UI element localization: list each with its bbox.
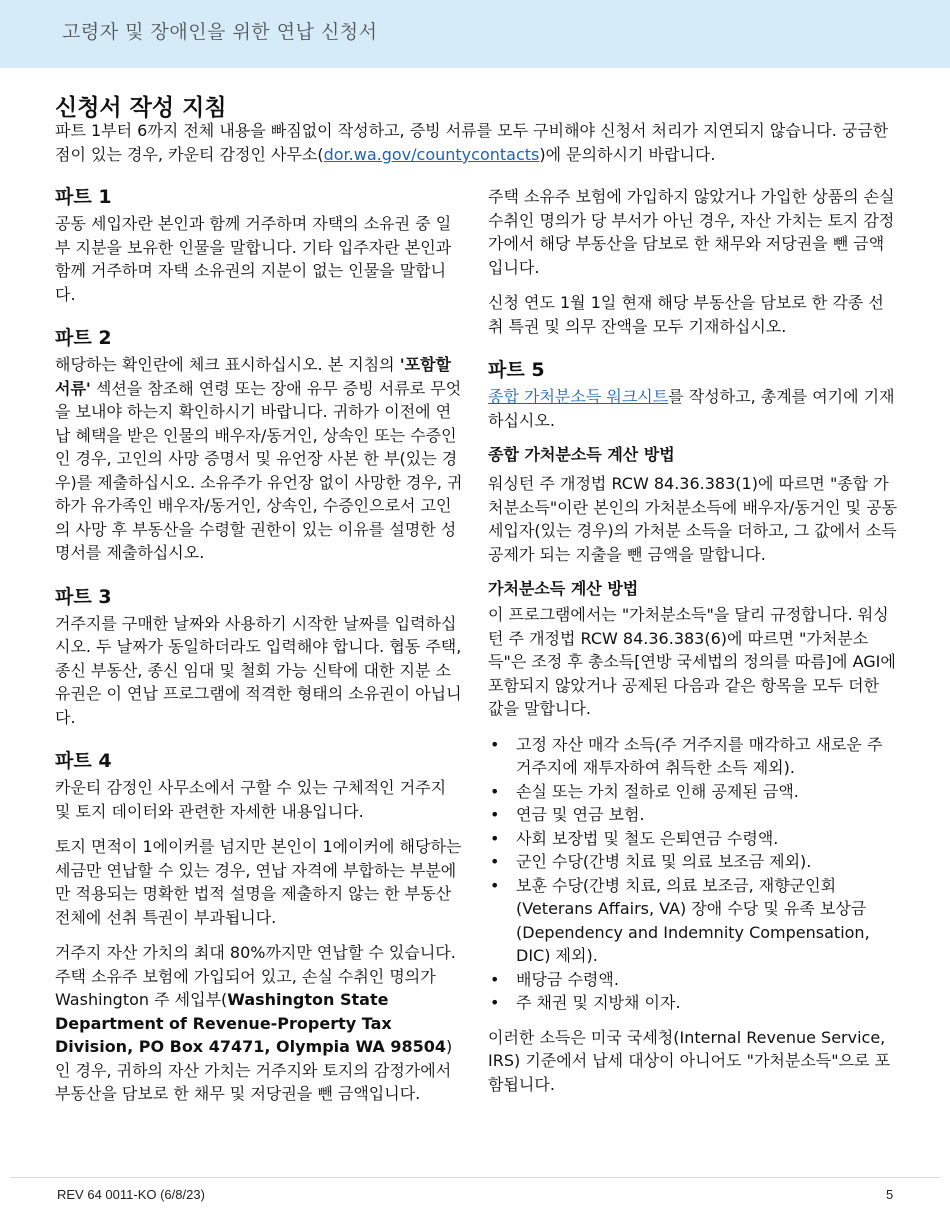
part5-section xyxy=(488,358,898,1096)
list-item-text: 사회 보장법 및 철도 은퇴연금 수령액. xyxy=(516,828,779,848)
part4-heading: 파트 4 xyxy=(55,750,112,772)
list-item-text: 손실 또는 가치 절하로 인해 공제된 금액. xyxy=(516,781,799,801)
list-item-text: 군인 수당(간병 치료 및 의료 보조금 제외). xyxy=(516,852,812,871)
part2-bold-term: '포함할 서류' xyxy=(55,355,452,398)
right-column xyxy=(488,185,898,1096)
part2-heading: 파트 2 xyxy=(55,327,112,349)
worksheet-link[interactable]: 종합 가처분소득 워크시트 xyxy=(488,387,669,406)
part5-intro-after: 를 작성하고, 총계를 여기에 기재하십시오. xyxy=(488,387,895,430)
bullet-dot: • xyxy=(490,852,500,871)
intro-text-after: )에 문의하시기 바랍니다. xyxy=(539,145,716,164)
county-contacts-link[interactable]: dor.wa.gov/countycontacts xyxy=(323,145,540,164)
list-item-text: 보훈 수당(간병 치료, 의료 보조금, 재향군인회(Veterans Affairs, VA) 장애 수당 및 유족 보상금(Dependency and Indemnity Compensation, DIC) 제외). xyxy=(516,875,870,965)
list-item xyxy=(488,827,898,851)
list-item-text: 주 채권 및 지방채 이자. xyxy=(516,993,681,1012)
part4-section xyxy=(55,749,463,1106)
part4-dor-address: Washington State Department of Revenue-Property Tax Division, PO Box 47471, Olympia WA 98504 xyxy=(55,990,447,1056)
part2-text-after: 섹션을 참조해 연령 또는 장애 유무 증빙 서류로 무엇을 보내야 하는지 확인하시기 바랍니다. 귀하가 이전에 연납 혜택을 받은 인물의 배우자/동거인, 상속인 또는 수증인인 경우, 고인의 사망 증명서 및 유언장 사본 한 부(있는 경우)를 제출하십시오. 소유주가 유언장 없이 사망한 경우, 귀하가 유가족인 배우자/동거인, 상속인, 수증인으로서 고인의 사망 후 부동산을 수령할 권한이 있는 이유를 설명한 성명서를 제출하십시오. xyxy=(55,378,463,562)
part4-text1: 카운티 감정인 사무소에서 구할 수 있는 구체적인 거주지 및 토지 데이터와 관련한 자세한 내용입니다. xyxy=(55,778,447,821)
page-number: 5 xyxy=(886,1187,894,1202)
part2-text-before: 해당하는 확인란에 체크 표시하십시오. 본 지침의 xyxy=(55,355,400,374)
list-item-text: 배당금 수령액. xyxy=(516,969,619,989)
intro-text: 파트 1부터 6까지 전체 내용을 빠짐없이 작성하고, 증빙 서류를 모두 구비해야 신청서 처리가 지연되지 않습니다. 궁금한 점이 있는 경우, 카운티 감정인 사무소( xyxy=(55,121,889,164)
list-item-text: 고정 자산 매각 소득(주 거주지를 매각하고 새로운 주 거주지에 재투자하여 취득한 소득 제외). xyxy=(516,734,883,777)
bullet-dot: • xyxy=(490,875,500,895)
bullet-dot: • xyxy=(490,969,500,989)
part3-heading: 파트 3 xyxy=(55,585,112,608)
part5-heading: 파트 5 xyxy=(488,359,545,381)
combined-income-heading: 종합 가처분소득 계산 방법 xyxy=(488,445,675,464)
left-column xyxy=(55,185,463,1106)
part4-text2: 토지 면적이 1에이커를 넘지만 본인이 1에이커에 해당하는 세금만 연납할 수 있는 경우, 연납 자격에 부합하는 부분에만 적용되는 명확한 법적 설명을 제출하지 않는 한 부동산 전체에 선취 특권이 부과됩니다. xyxy=(55,837,462,927)
list-item-text: 연금 및 연금 보험. xyxy=(516,805,645,824)
disposable-income-text: 이 프로그램에서는 "가처분소득"을 달리 규정합니다. 워싱턴 주 개정법 RCW 84.36.383(6)에 따르면 "가처분소득"은 조정 후 총소득[연방 국세법의 정의를 따름]에 AGI에 포함되지 않았거나 공제된 다음과 같은 항목을 모두 더한 값을 말합니다. xyxy=(488,605,896,718)
combined-income-text: 워싱턴 주 개정법 RCW 84.36.383(1)에 따르면 "종합 가처분소득"이란 본인의 가처분소득에 배우자/동거인 및 공동 세입자(있는 경우)의 가처분 소득을 더하고, 그 값에서 소득 공제가 되는 지출을 뺀 금액을 말합니다. xyxy=(488,474,898,564)
closing-text: 이러한 소득은 미국 국세청(Internal Revenue Service, IRS) 기준에서 납세 대상이 아니어도 "가처분소득"으로 포함됩니다. xyxy=(488,1027,891,1094)
part4-text5: 신청 연도 1월 1일 현재 해당 부동산을 담보로 한 각종 선취 특권 및 의무 잔액을 모두 기재하십시오. xyxy=(488,293,884,336)
document-header-title: 고령자 및 장애인을 위한 연납 신청서 xyxy=(62,21,378,43)
page-title: 신청서 작성 지침 xyxy=(55,95,227,121)
part1-text: 공동 세입자란 본인과 함께 거주하며 자택의 소유권 중 일부 지분을 보유한 인물을 말합니다. 기타 입주자란 본인과 함께 거주하며 자택 소유권의 지분이 없는 인물을 말합니다. xyxy=(55,214,452,304)
header-band xyxy=(0,0,950,68)
part2-section xyxy=(55,326,463,565)
part3-text: 거주지를 구매한 날짜와 사용하기 시작한 날짜를 입력하십시오. 두 날짜가 동일하더라도 입력해야 합니다. 협동 주택, 종신 부동산, 종신 임대 및 철회 가능 신탁에 대한 지분 소유권은 이 연납 프로그램에 적격한 형태의 소유권이 아닙니다. xyxy=(55,613,462,727)
list-item xyxy=(488,850,898,874)
footer-divider xyxy=(10,1177,940,1178)
income-items-list xyxy=(488,733,898,1015)
list-item xyxy=(488,874,898,968)
part4-text3-before: 거주지 자산 가치의 최대 80%까지만 연납할 수 있습니다. 주택 소유주 보험에 가입되어 있고, 손실 수취인 명의가 Washington 주 세입부( xyxy=(55,943,456,1009)
list-item xyxy=(488,991,898,1015)
bullet-dot: • xyxy=(490,805,500,824)
part5-intro xyxy=(488,385,898,432)
bullet-dot: • xyxy=(490,734,500,754)
part4-text3 xyxy=(55,941,463,1106)
list-item xyxy=(488,968,898,992)
bullet-dot: • xyxy=(490,828,500,848)
form-number: REV 64 0011-KO (6/8/23) xyxy=(57,1187,205,1202)
part4-text3-after: )인 경우, 귀하의 자산 가치는 거주지와 토지의 감정가에서 부동산을 담보로 한 채무 및 저당권을 뺀 금액입니다. xyxy=(55,1037,453,1103)
part1-heading: 파트 1 xyxy=(55,186,112,208)
part3-section xyxy=(55,585,463,730)
bullet-dot: • xyxy=(490,781,500,801)
list-item xyxy=(488,803,898,827)
list-item xyxy=(488,733,898,780)
disposable-income-heading: 가처분소득 계산 방법 xyxy=(488,579,639,598)
part4-text4: 주택 소유주 보험에 가입하지 않았거나 가입한 상품의 손실 수취인 명의가 당 부서가 아닌 경우, 자산 가치는 토지 감정가에서 해당 부동산을 담보로 한 채무와 저당권을 뺀 금액입니다. xyxy=(488,187,895,277)
intro-paragraph xyxy=(55,119,895,167)
part1-section xyxy=(55,185,463,306)
bullet-dot: • xyxy=(490,993,500,1012)
list-item xyxy=(488,780,898,804)
part2-text xyxy=(55,353,463,565)
